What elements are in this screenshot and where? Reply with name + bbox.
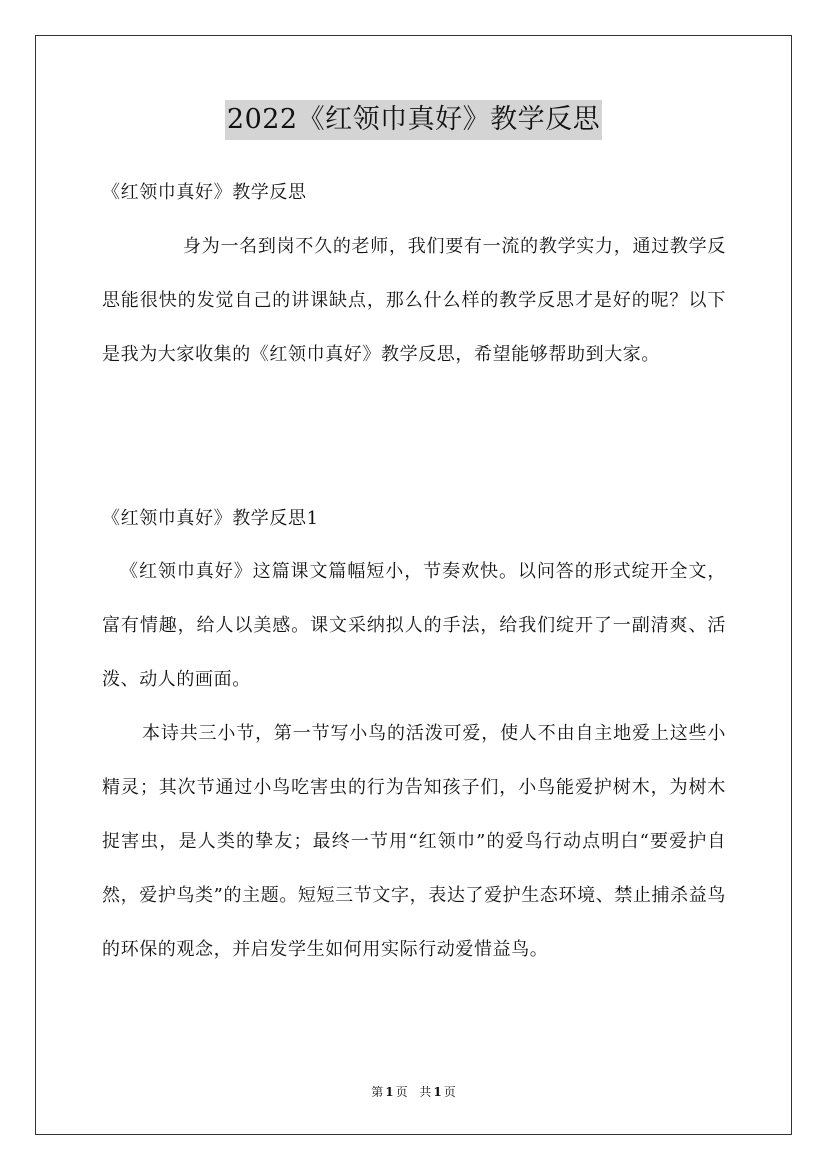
page-footer (0, 1084, 827, 1100)
title-container (0, 100, 827, 140)
total-prefix: 共 (419, 1085, 432, 1099)
total-indicator (417, 1085, 457, 1099)
document-title: 2022《红领巾真好》教学反思 (225, 100, 602, 140)
section-1-paragraph-2: 本诗共三小节，第一节写小鸟的活泼可爱，使人不由自主地爱上这些小精灵；其次节通过小鸟吃害虫的行为告知孩子们，小鸟能爱护树木，为树木捉害虫，是人类的挚友；最终一节用“红领巾”的爱鸟行动点明白“要爱护自然，爱护鸟类”的主题。短短三节文字，表达了爱护生态环境、禁止捕杀益鸟的环保的观念，并启发学生如何用实际行动爱惜益鸟。 (102, 723, 726, 960)
page-indicator (369, 1085, 409, 1099)
page-suffix: 页 (395, 1085, 408, 1099)
section-1-heading: 《红领巾真好》教学反思1 (102, 508, 319, 529)
section-1-paragraph-1: 《红领巾真好》这篇课文篇幅短小，节奏欢快。以问答的形式绽开全文，富有情趣，给人以美感。课文采纳拟人的手法，给我们绽开了一副清爽、活泼、动人的画面。 (102, 561, 726, 690)
total-number: 1 (433, 1085, 442, 1099)
page-number: 1 (385, 1085, 394, 1099)
page-prefix: 第 (371, 1085, 384, 1099)
document-subtitle: 《红领巾真好》教学反思 (102, 182, 307, 203)
intro-paragraph: 身为一名到岗不久的老师，我们要有一流的教学实力，通过教学反思能很快的发觉自己的讲课缺点，那么什么样的教学反思才是好的呢？以下是我为大家收集的《红领巾真好》教学反思，希望能够帮助到大家。 (102, 236, 726, 365)
total-suffix: 页 (443, 1085, 456, 1099)
